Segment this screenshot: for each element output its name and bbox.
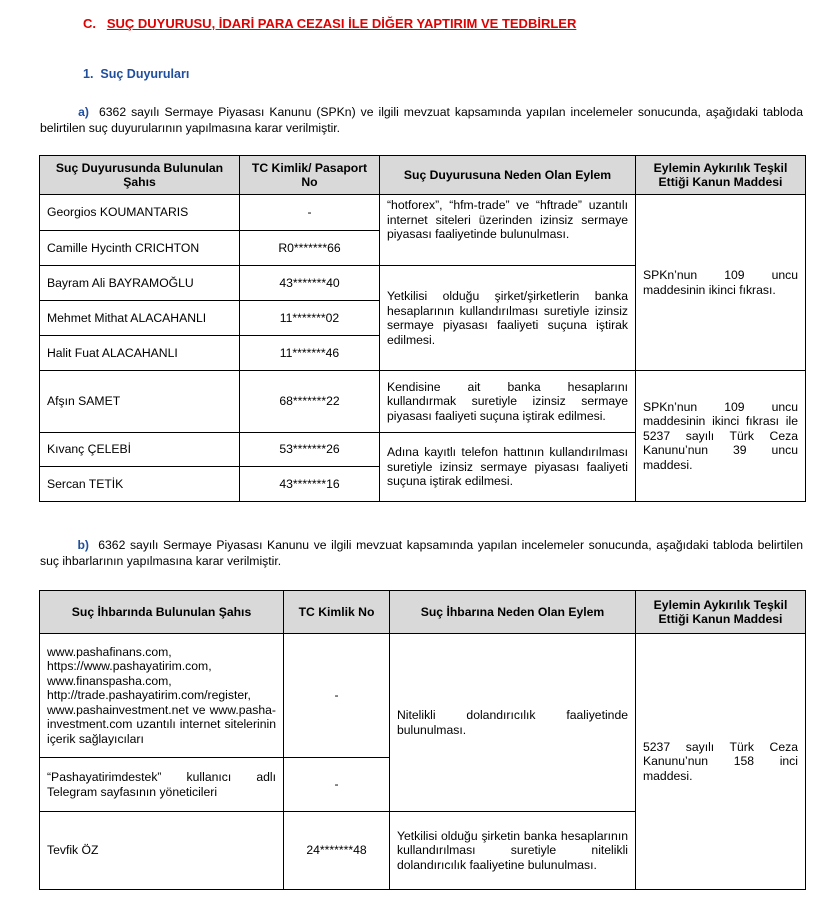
paragraph-a-text: 6362 sayılı Sermaye Piyasası Kanunu (SPKn) ve ilgili mevzuat kapsamında yapılan incelemeler sonucunda, aşağıdaki tabloda belirtilen suç duyurularının yapılmasına karar verilmiştir.	[40, 105, 803, 135]
person-name: Mehmet Mithat ALACAHANLI	[40, 301, 240, 336]
table2-header-person: Suç İhbarında Bulunulan Şahıs	[40, 591, 284, 634]
section-title: SUÇ DUYURUSU, İDARİ PARA CEZASI İLE DİĞER YAPTIRIM VE TEDBİRLER	[106, 16, 577, 31]
id-number: -	[240, 195, 380, 231]
paragraph-b-text: 6362 sayılı Sermaye Piyasası Kanunu ve ilgili mevzuat kapsamında yapılan incelemeler sonucunda, aşağıdaki tabloda belirtilen suç ihbarlarının yapılmasına karar verilmiştir.	[40, 538, 804, 568]
table1-header-id: TC Kimlik/ Pasaport No	[240, 156, 380, 195]
person-name: Kıvanç ÇELEBİ	[40, 433, 240, 467]
id-number: -	[284, 634, 390, 758]
paragraph-a-label: a)	[78, 105, 89, 119]
person-name: www.pashafinans.com, https://www.pashayatirim.com, www.finanspasha.com, http://trade.pashayatirim.com/register, www.pashainvestment.net ve www.pasha-investment.com uzantılı internet sitelerinin içerik sağlayıcıları	[40, 634, 284, 758]
table2-header-row	[40, 591, 806, 634]
id-number: R0*******66	[240, 231, 380, 266]
law-article: SPKn’nun 109 uncu maddesinin ikinci fıkrası.	[636, 195, 806, 371]
person-name: “Pashayatirimdestek” kullanıcı adlı Telegram sayfasının yöneticileri	[40, 758, 284, 812]
table-row	[40, 634, 806, 758]
id-number: 43*******40	[240, 266, 380, 301]
action-description: Yetkilisi olduğu şirketin banka hesaplarının kullandırılması suretiyle nitelikli dolandırıcılık faaliyetine bulunulması.	[390, 812, 636, 890]
paragraph-b	[40, 537, 803, 569]
paragraph-b-label: b)	[77, 538, 89, 552]
id-number: 43*******16	[240, 467, 380, 502]
id-number: 68*******22	[240, 371, 380, 433]
person-name: Georgios KOUMANTARIS	[40, 195, 240, 231]
table2-header-law: Eylemin Aykırılık Teşkil Ettiği Kanun Maddesi	[636, 591, 806, 634]
law-article: SPKn’nun 109 uncu maddesinin ikinci fıkrası ile 5237 sayılı Türk Ceza Kanunu’nun 39 uncu maddesi.	[636, 371, 806, 502]
id-number: 11*******02	[240, 301, 380, 336]
id-number: 24*******48	[284, 812, 390, 890]
subsection-title: Suç Duyuruları	[100, 67, 190, 81]
person-name: Sercan TETİK	[40, 467, 240, 502]
table2-header-action: Suç İhbarına Neden Olan Eylem	[390, 591, 636, 634]
table-row	[40, 371, 806, 433]
id-number: -	[284, 758, 390, 812]
subsection-heading	[83, 67, 189, 81]
person-name: Halit Fuat ALACAHANLI	[40, 336, 240, 371]
table1-header-person: Suç Duyurusunda Bulunulan Şahıs	[40, 156, 240, 195]
section-letter: C.	[83, 16, 96, 31]
table1-header-law: Eylemin Aykırılık Teşkil Ettiği Kanun Maddesi	[636, 156, 806, 195]
action-description: Nitelikli dolandırıcılık faaliyetinde bulunulması.	[390, 634, 636, 812]
action-description: Yetkilisi olduğu şirket/şirketlerin banka hesaplarının kullandırılması suretiyle izinsiz sermaye piyasası faaliyeti suçuna iştirak edilmesi.	[380, 266, 636, 371]
id-number: 11*******46	[240, 336, 380, 371]
table1-header-row	[40, 156, 806, 195]
action-description: Adına kayıtlı telefon hattının kullandırılması suretiyle izinsiz sermaye piyasası faaliyeti suçuna iştirak edilmesi.	[380, 433, 636, 502]
paragraph-a	[40, 104, 803, 136]
person-name: Afşın SAMET	[40, 371, 240, 433]
subsection-number: 1.	[83, 67, 94, 81]
section-heading	[83, 16, 576, 31]
criminal-notices-table	[39, 590, 806, 890]
paragraph-a-label-wrap	[40, 104, 89, 120]
law-article: 5237 sayılı Türk Ceza Kanunu’nun 158 inci maddesi.	[636, 634, 806, 890]
person-name: Bayram Ali BAYRAMOĞLU	[40, 266, 240, 301]
table2-header-id: TC Kimlik No	[284, 591, 390, 634]
table1-header-action: Suç Duyurusuna Neden Olan Eylem	[380, 156, 636, 195]
id-number: 53*******26	[240, 433, 380, 467]
action-description: Kendisine ait banka hesaplarını kullandırmak suretiyle izinsiz sermaye piyasası faaliyeti suçuna iştirak edilmesi.	[380, 371, 636, 433]
person-name: Camille Hycinth CRICHTON	[40, 231, 240, 266]
action-description: “hotforex”, “hfm-trade” ve “hftrade” uzantılı internet siteleri üzerinden izinsiz sermaye piyasası faaliyetinde bulunulması.	[380, 195, 636, 266]
person-name: Tevfik ÖZ	[40, 812, 284, 890]
table-row	[40, 195, 806, 231]
paragraph-b-label-wrap	[40, 537, 89, 553]
criminal-complaints-table	[39, 155, 806, 502]
